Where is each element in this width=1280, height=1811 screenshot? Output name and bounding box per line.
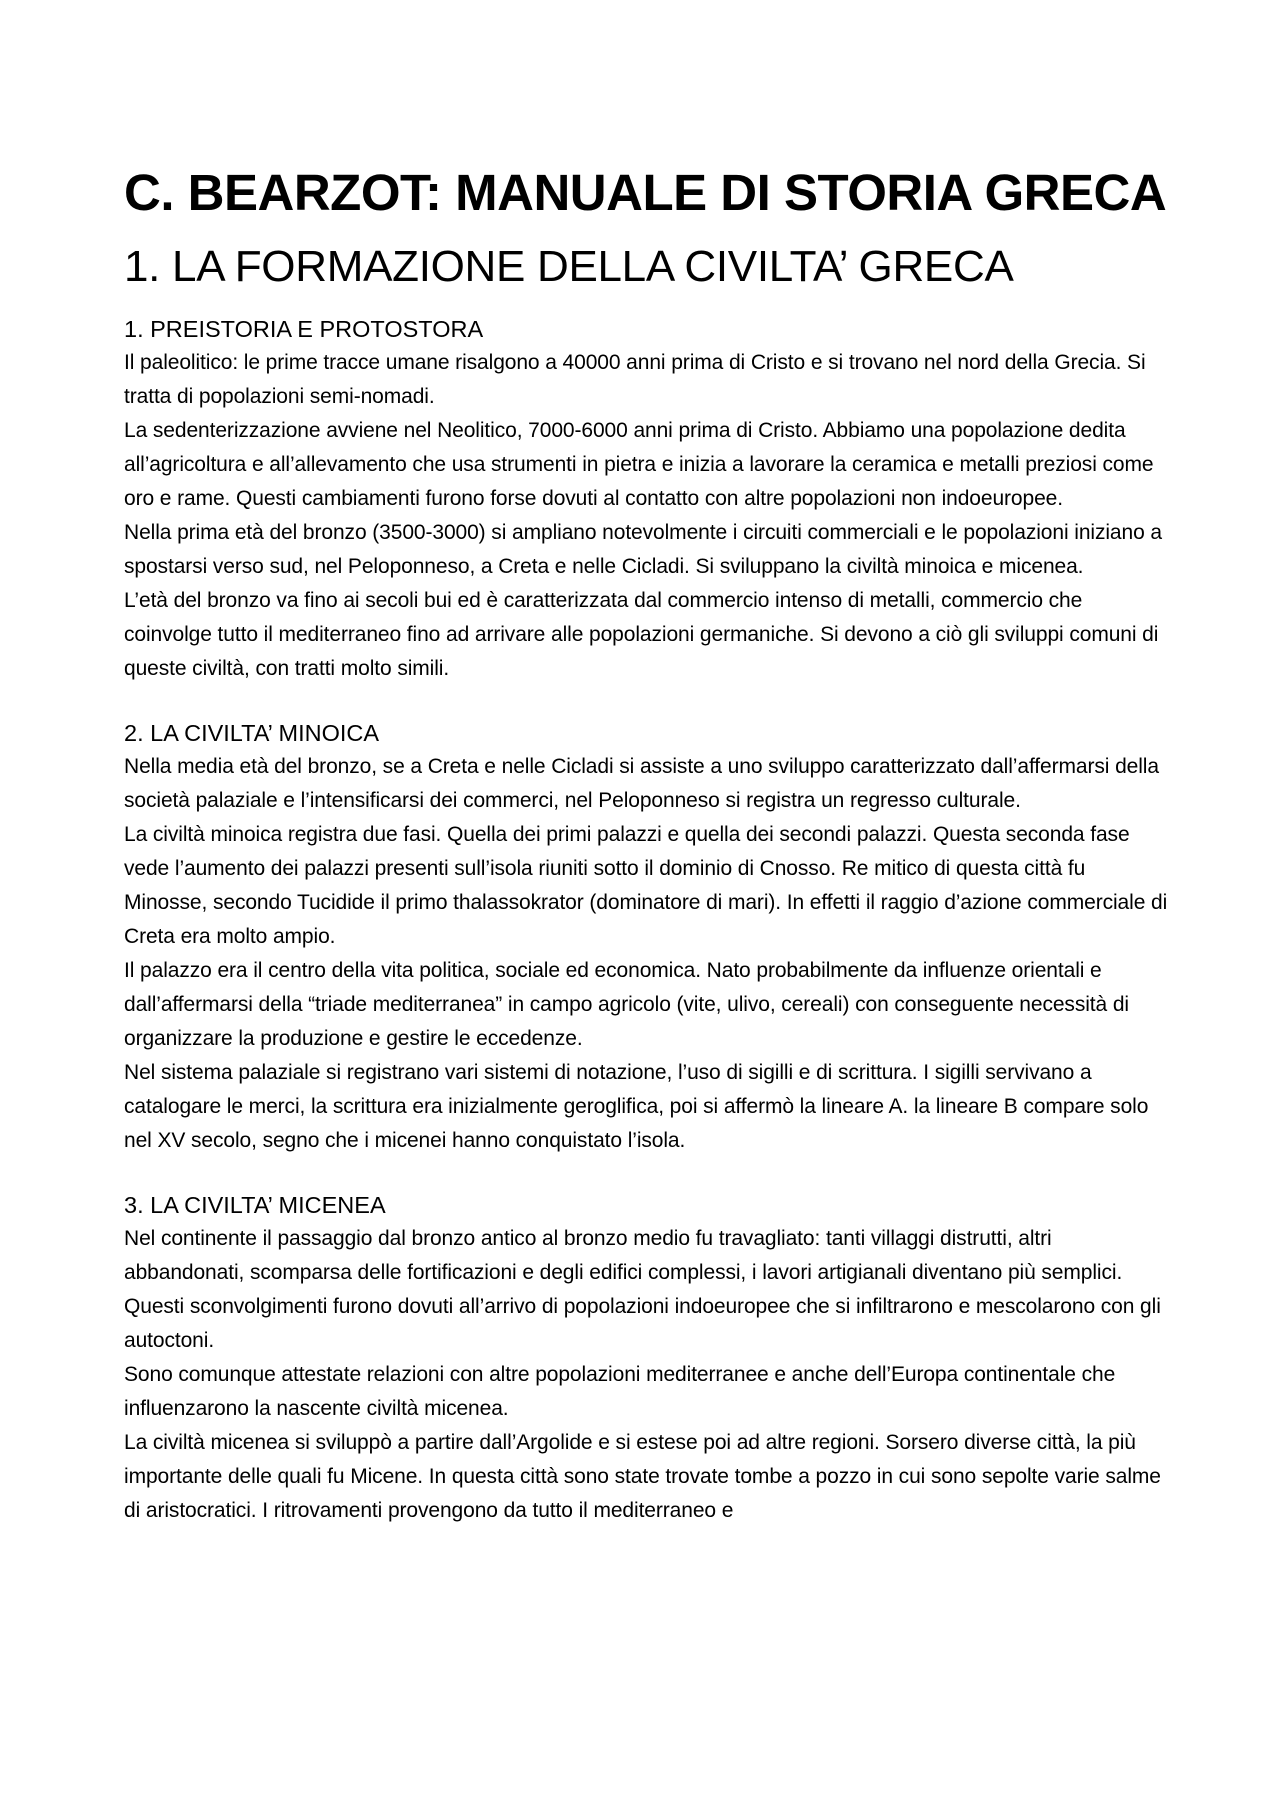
document-title: C. BEARZOT: MANUALE DI STORIA GRECA [124,164,1167,221]
paragraph: La civiltà minoica registra due fasi. Quella dei primi palazzi e quella dei secondi palazzi. Questa seconda fase vede l’aumento dei palazzi presenti sull’isola riuniti sotto il dominio di Cnosso. Re mitico di questa città fu Minosse, secondo Tucidide il primo thalassokrator (dominatore di mari). In effetti il raggio d’azione commerciale di Creta era molto ampio. [124,823,1168,948]
paragraph: Nel continente il passaggio dal bronzo antico al bronzo medio fu travagliato: tanti villaggi distrutti, altri abbandonati, scomparsa delle fortificazioni e degli edifici complessi, i lavori artigianali diventano più semplici. Questi sconvolgimenti furono dovuti all’arrivo di popolazioni indoeuropee che si infiltrarono e mescolarono con gli autoctoni. [124,1227,1161,1352]
paragraph: Sono comunque attestate relazioni con altre popolazioni mediterranee e anche dell’Europa continentale che influenzarono la nascente civiltà micenea. [124,1363,1116,1420]
paragraph: Nella prima età del bronzo (3500-3000) si ampliano notevolmente i circuiti commerciali e le popolazioni iniziano a spostarsi verso sud, nel Peloponneso, a Creta e nelle Cicladi. Si sviluppano la civiltà minoica e micenea. [124,521,1162,578]
paragraph: Nella media età del bronzo, se a Creta e nelle Cicladi si assiste a uno sviluppo caratterizzato dall’affermarsi della società palaziale e l’intensificarsi dei commerci, nel Peloponneso si registra un regresso culturale. [124,755,1159,812]
paragraph: La civiltà micenea si sviluppò a partire dall’Argolide e si estese poi ad altre regioni. Sorsero diverse città, la più importante delle quali fu Micene. In questa città sono state trovate tombe a pozzo in cui sono sepolte varie salme di aristocratici. I ritrovamenti provengono da tutto il mediterraneo e [124,1431,1161,1522]
section-preistoria [124,312,1174,686]
paragraph: L’età del bronzo va fino ai secoli bui ed è caratterizzata dal commercio intenso di metalli, commercio che coinvolge tutto il mediterraneo fino ad arrivare alle popolazioni germaniche. Si devono a ciò gli sviluppi comuni di queste civiltà, con tratti molto simili. [124,589,1159,680]
section-heading: 2. LA CIVILTA’ MINOICA [124,720,380,746]
paragraph: La sedenterizzazione avviene nel Neolitico, 7000-6000 anni prima di Cristo. Abbiamo una popolazione dedita all’agricoltura e all’allevamento che usa strumenti in pietra e inizia a lavorare la ceramica e metalli preziosi come oro e rame. Questi cambiamenti furono forse dovuti al contatto con altre popolazioni non indoeuropee. [124,419,1154,510]
section-heading: 1. PREISTORIA E PROTOSTORA [124,316,484,342]
section-civilta-micenea [124,1188,1174,1528]
section-civilta-minoica [124,716,1174,1158]
document-page [124,158,1174,1528]
section-heading: 3. LA CIVILTA’ MICENEA [124,1192,386,1218]
paragraph: Il paleolitico: le prime tracce umane risalgono a 40000 anni prima di Cristo e si trovano nel nord della Grecia. Si tratta di popolazioni semi-nomadi. [124,351,1146,408]
paragraph: Il palazzo era il centro della vita politica, sociale ed economica. Nato probabilmente da influenze orientali e dall’affermarsi della “triade mediterranea” in campo agricolo (vite, ulivo, cereali) con conseguente necessità di organizzare la produzione e gestire le eccedenze. [124,959,1129,1050]
chapter-title: 1. LA FORMAZIONE DELLA CIVILTA’ GRECA [124,242,1014,291]
paragraph: Nel sistema palaziale si registrano vari sistemi di notazione, l’uso di sigilli e di scrittura. I sigilli servivano a catalogare le merci, la scrittura era inizialmente geroglifica, poi si affermò la lineare A. la lineare B compare solo nel XV secolo, segno che i micenei hanno conquistato l’isola. [124,1061,1149,1152]
